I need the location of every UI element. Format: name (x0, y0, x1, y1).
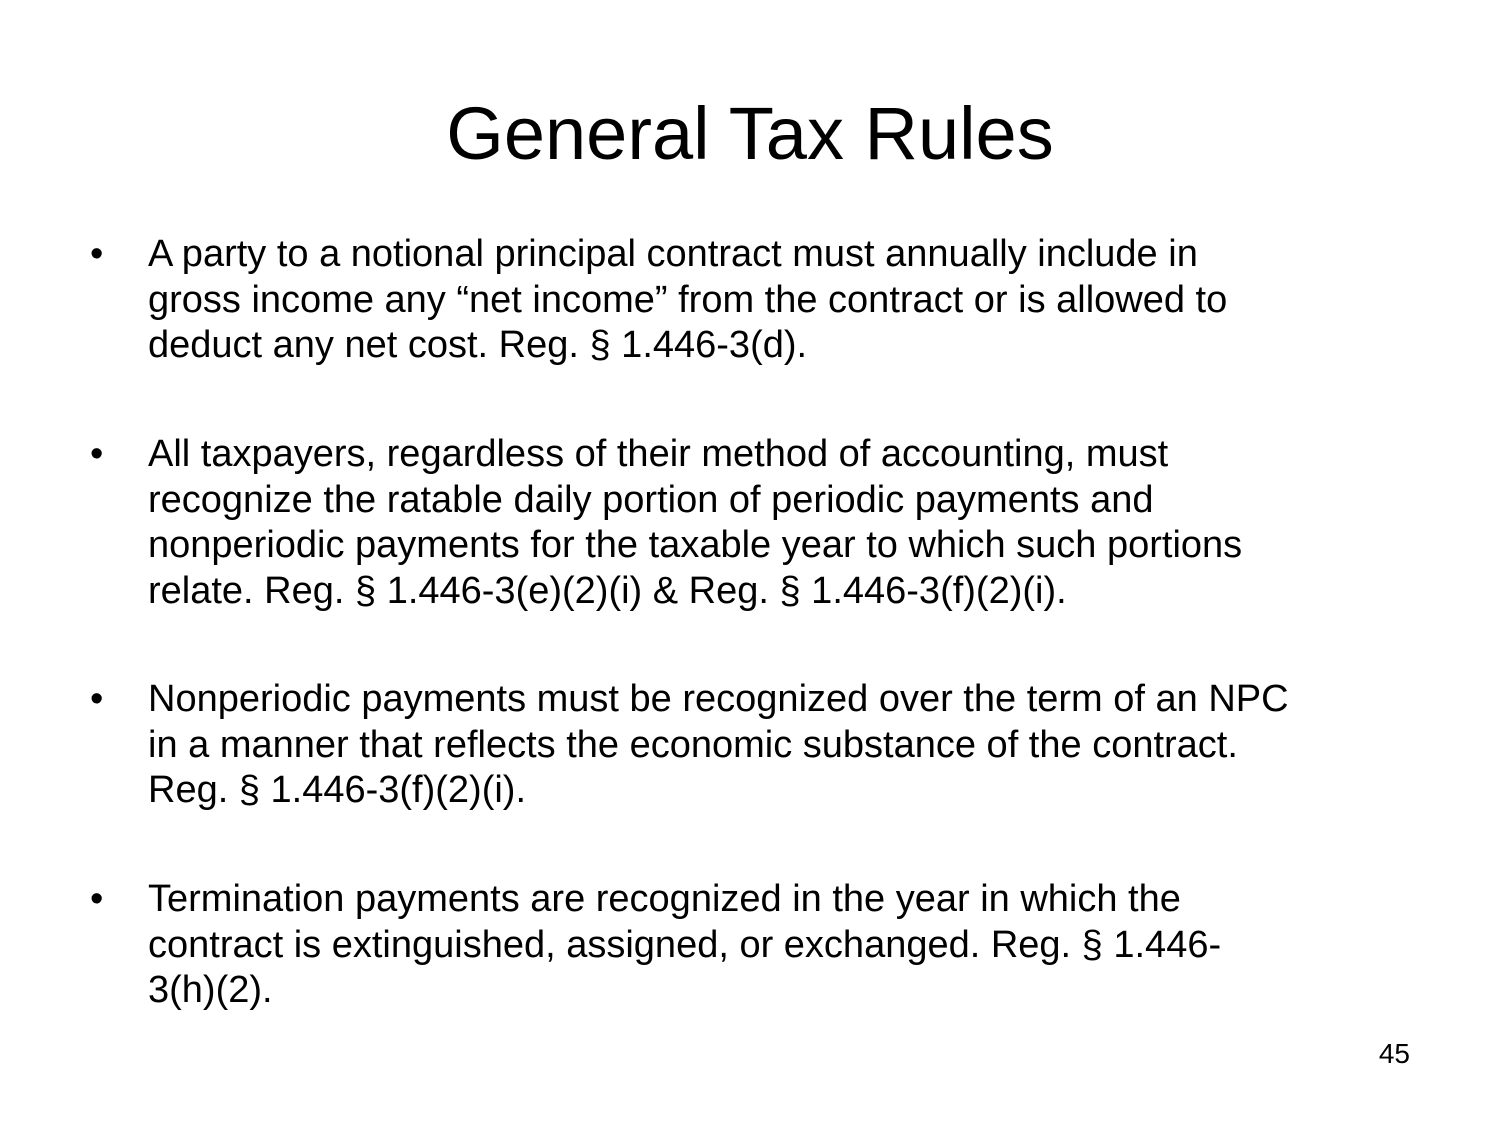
slide-title: General Tax Rules (446, 92, 1054, 175)
bullet-marker: • (90, 878, 104, 920)
bullet-marker: • (90, 678, 104, 720)
bullet-marker: • (90, 233, 104, 275)
bullet-text: Termination payments are recognized in the year in which the contract is extinguished, assigned, or exchanged. Reg. § 1.446- 3(h)(2). (148, 878, 1222, 1011)
bullet-text: All taxpayers, regardless of their method of accounting, must recognize the ratable daily portion of periodic payments and nonperiodic payments for the taxable year to which such portions relate. Reg. § 1.446-3(e)(2)(i) & Reg. § 1.446-3(f)(2)(i). (148, 433, 1243, 612)
bullet-text: A party to a notional principal contract must annually include in gross income any “net income” from the contract or is allowed to deduct any net cost. Reg. § 1.446-3(d). (148, 233, 1228, 366)
bullet-marker: • (90, 433, 104, 475)
slide-number: 45 (1378, 1038, 1410, 1069)
bullet-text: Nonperiodic payments must be recognized over the term of an NPC in a manner that reflects the economic substance of the contract. Reg. § 1.446-3(f)(2)(i). (148, 678, 1289, 811)
